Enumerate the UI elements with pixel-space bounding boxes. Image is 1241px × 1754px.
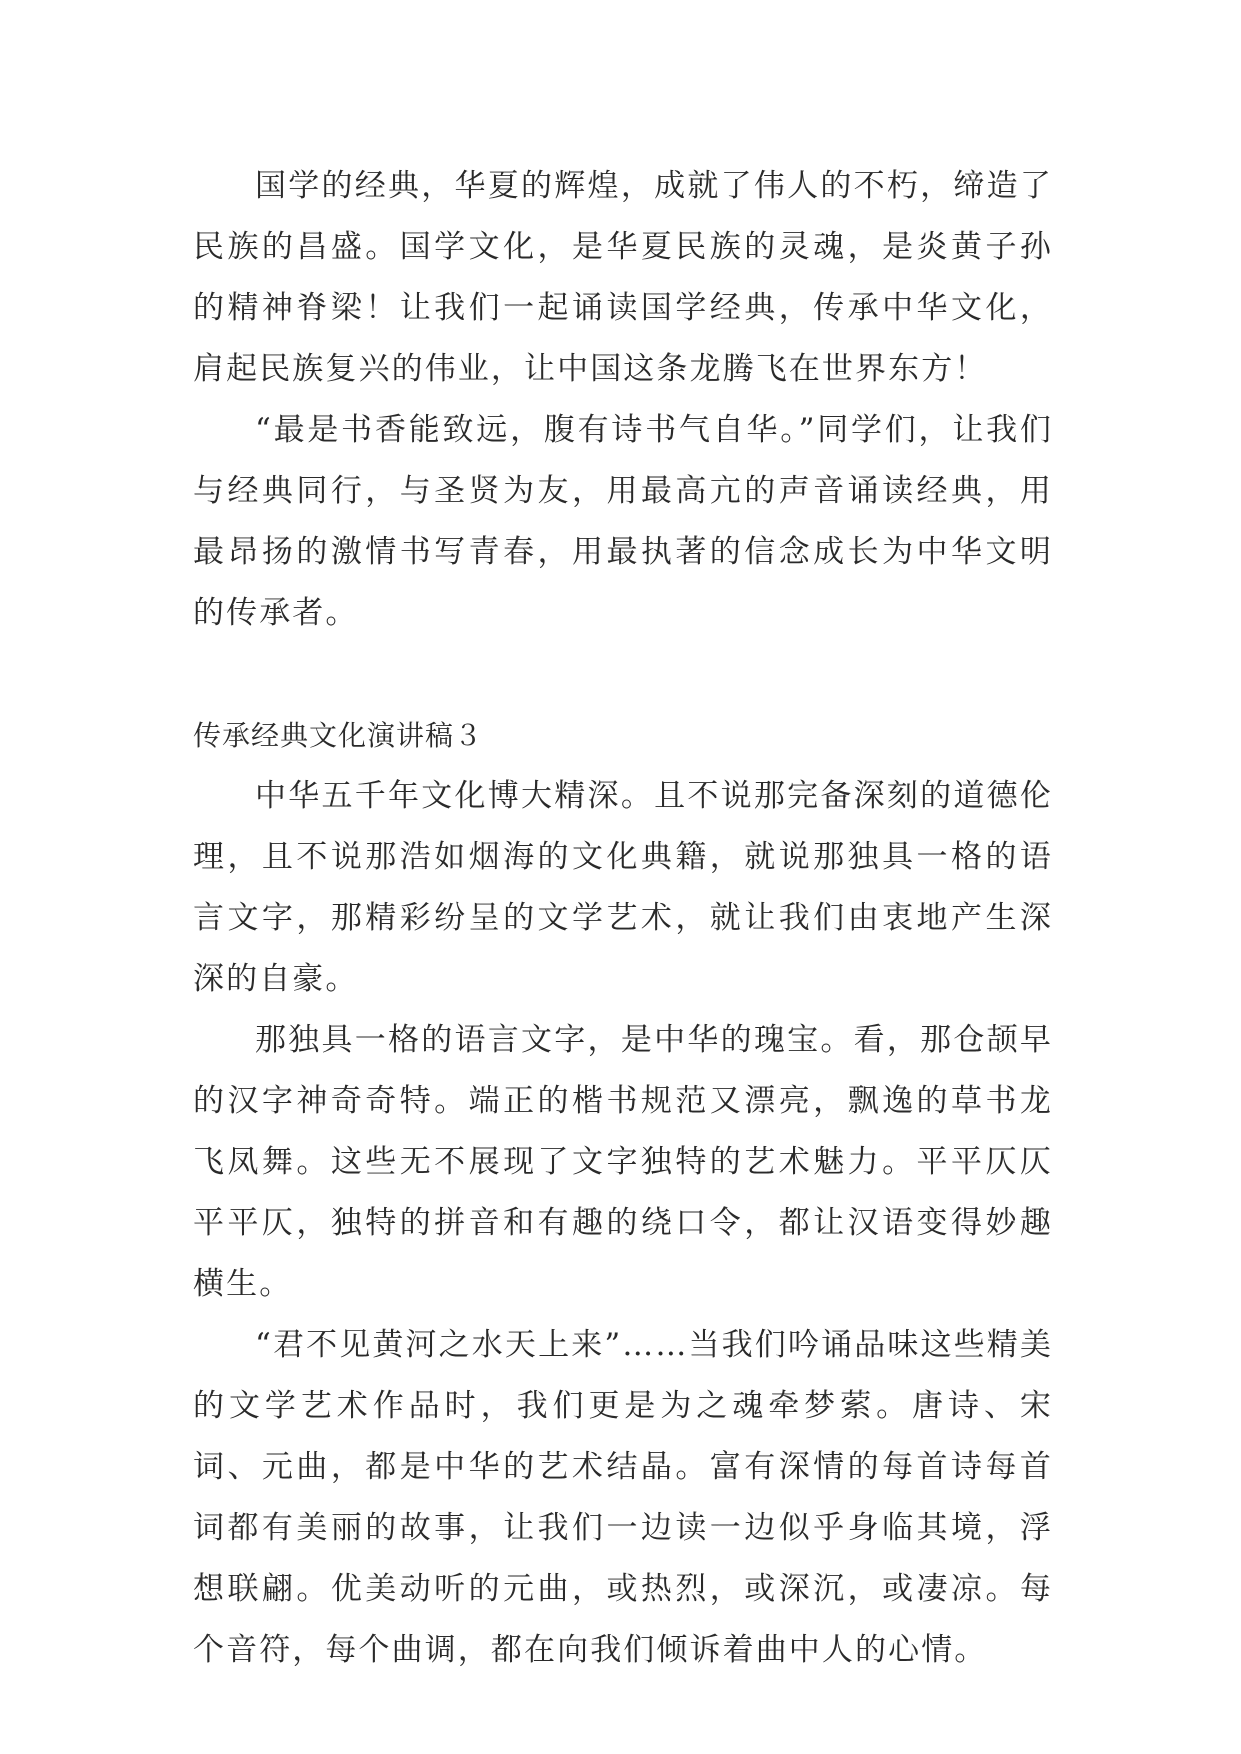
paragraph-1: 国学的经典，华夏的辉煌，成就了伟人的不朽，缔造了民族的昌盛。国学文化，是华夏民族的灵魂，是炎黄子孙的精神脊梁！让我们一起诵读国学经典，传承中华文化，肩起民族复兴的伟业，让中国这条龙腾飞在世界东方！ xyxy=(193,168,1053,387)
section-heading: 传承经典文化演讲稿３ xyxy=(193,719,484,752)
paragraph-5: “君不见黄河之水天上来”……当我们吟诵品味这些精美的文学艺术作品时，我们更是为之魂牵梦萦。唐诗、宋词、元曲，都是中华的艺术结晶。富有深情的每首诗每首词都有美丽的故事，让我们一边读一边似乎身临其境，浮想联翩。优美动听的元曲，或热烈，或深沉，或凄凉。每个音符，每个曲调，都在向我们倾诉着曲中人的心情。 xyxy=(193,1327,1053,1668)
paragraph-4: 那独具一格的语言文字，是中华的瑰宝。看，那仓颉早的汉字神奇奇特。端正的楷书规范又漂亮，飘逸的草书龙飞凤舞。这些无不展现了文字独特的艺术魅力。平平仄仄平平仄，独特的拼音和有趣的绕口令，都让汉语变得妙趣横生。 xyxy=(193,1022,1053,1302)
paragraph-3: 中华五千年文化博大精深。且不说那完备深刻的道德伦理，且不说那浩如烟海的文化典籍，就说那独具一格的语言文字，那精彩纷呈的文学艺术，就让我们由衷地产生深深的自豪。 xyxy=(193,778,1053,997)
document-body xyxy=(193,156,1053,1681)
paragraph-2: “最是书香能致远，腹有诗书气自华。”同学们，让我们与经典同行，与圣贤为友，用最高亢的声音诵读经典，用最昂扬的激情书写青春，用最执著的信念成长为中华文明的传承者。 xyxy=(193,412,1053,631)
